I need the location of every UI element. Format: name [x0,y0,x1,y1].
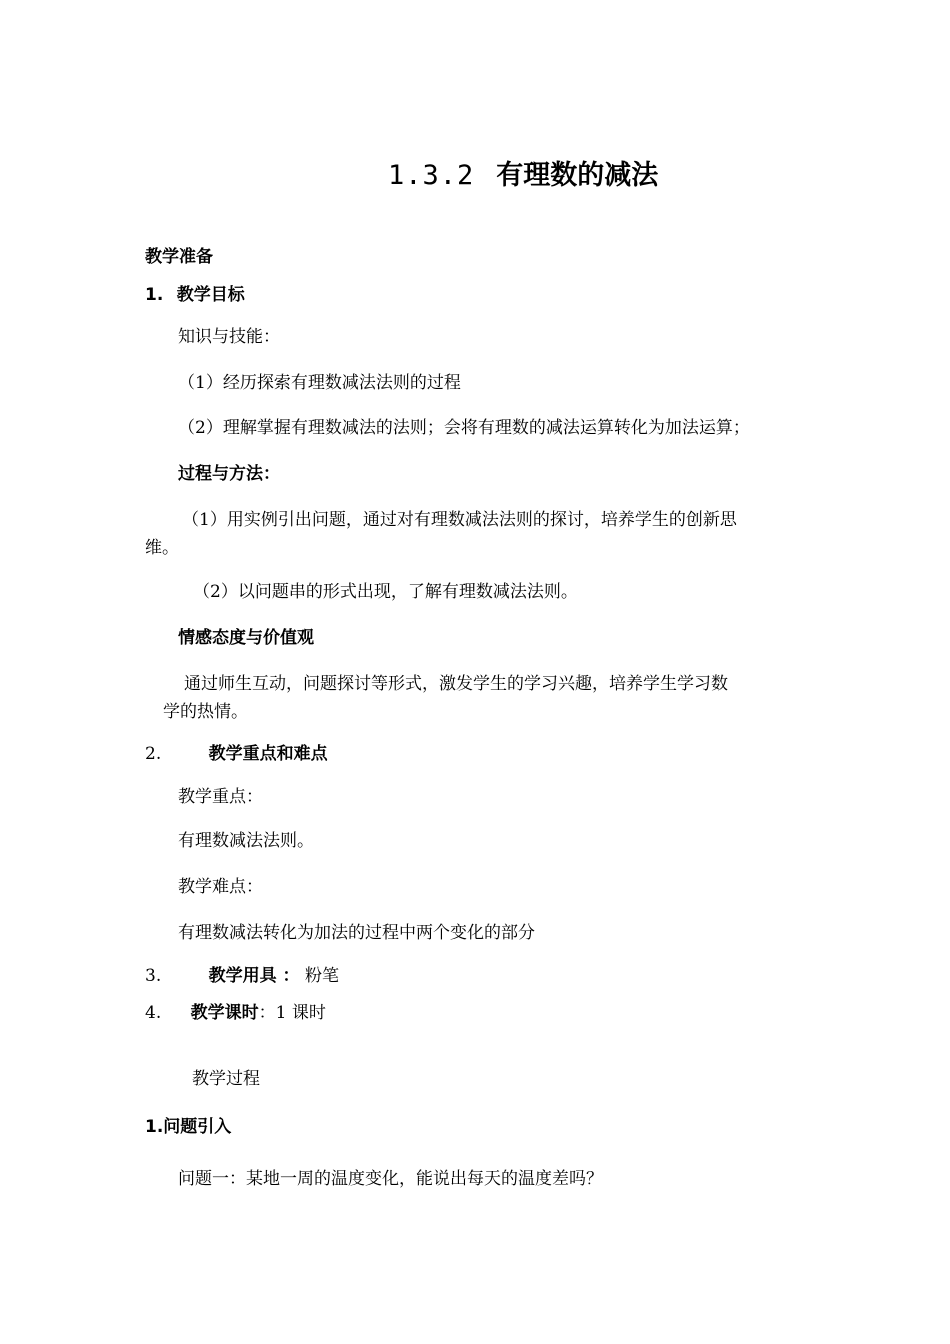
section-3-heading [145,964,339,988]
prep-heading: 教学准备 [145,247,213,267]
section-3-number: 3. [145,966,162,986]
section-1-heading [145,283,245,307]
teaching-process-title: 教学过程 [192,1069,260,1089]
emotion-text-line-1: 通过师生互动，问题探讨等形式，激发学生的学习兴趣，培养学生学习数 [184,674,728,694]
section-2-title: 教学重点和难点 [208,744,328,764]
key-point-text: 有理数减法法则。 [178,831,314,851]
section-4-value: ：1 课时 [258,1003,326,1023]
knowledge-label: 知识与技能： [178,327,280,347]
emotion-label: 情感态度与价值观 [178,628,314,648]
document-title [388,158,658,194]
section-2-heading [145,742,328,766]
section-3-value: 粉笔 [304,966,339,986]
knowledge-item-2: （2）理解掌握有理数减法的法则；会将有理数的减法运算转化为加法运算； [178,418,750,438]
section-4-number: 4. [145,1003,162,1023]
section-3-title: 教学用具 ： [208,966,300,986]
knowledge-item-1: （1）经历探索有理数减法法则的过程 [178,373,461,393]
title-number: 1.3.2 [388,160,475,191]
title-text: 有理数的减法 [496,160,659,191]
section-4-title: 教学课时 [190,1003,259,1023]
section-2-number: 2. [145,744,162,764]
question-1: 问题一：某地一周的温度变化，能说出每天的温度差吗？ [178,1169,603,1189]
process-item-2: （2）以问题串的形式出现，了解有理数减法法则。 [193,582,578,602]
section-1-number: 1. [145,285,164,305]
key-point-label: 教学重点： [178,787,263,807]
process-item-1-line-1: （1）用实例引出问题，通过对有理数减法法则的探讨，培养学生的创新思 [182,510,737,530]
difficulty-text: 有理数减法转化为加法的过程中两个变化的部分 [178,923,535,943]
section-4-heading [145,1001,326,1025]
section-1-title: 教学目标 [176,285,245,305]
process-item-1-line-2: 维。 [145,538,179,558]
difficulty-label: 教学难点： [178,877,263,897]
emotion-text-line-2: 学的热情。 [163,702,248,722]
intro-heading: 1.问题引入 [145,1117,232,1137]
process-label: 过程与方法： [178,464,280,484]
